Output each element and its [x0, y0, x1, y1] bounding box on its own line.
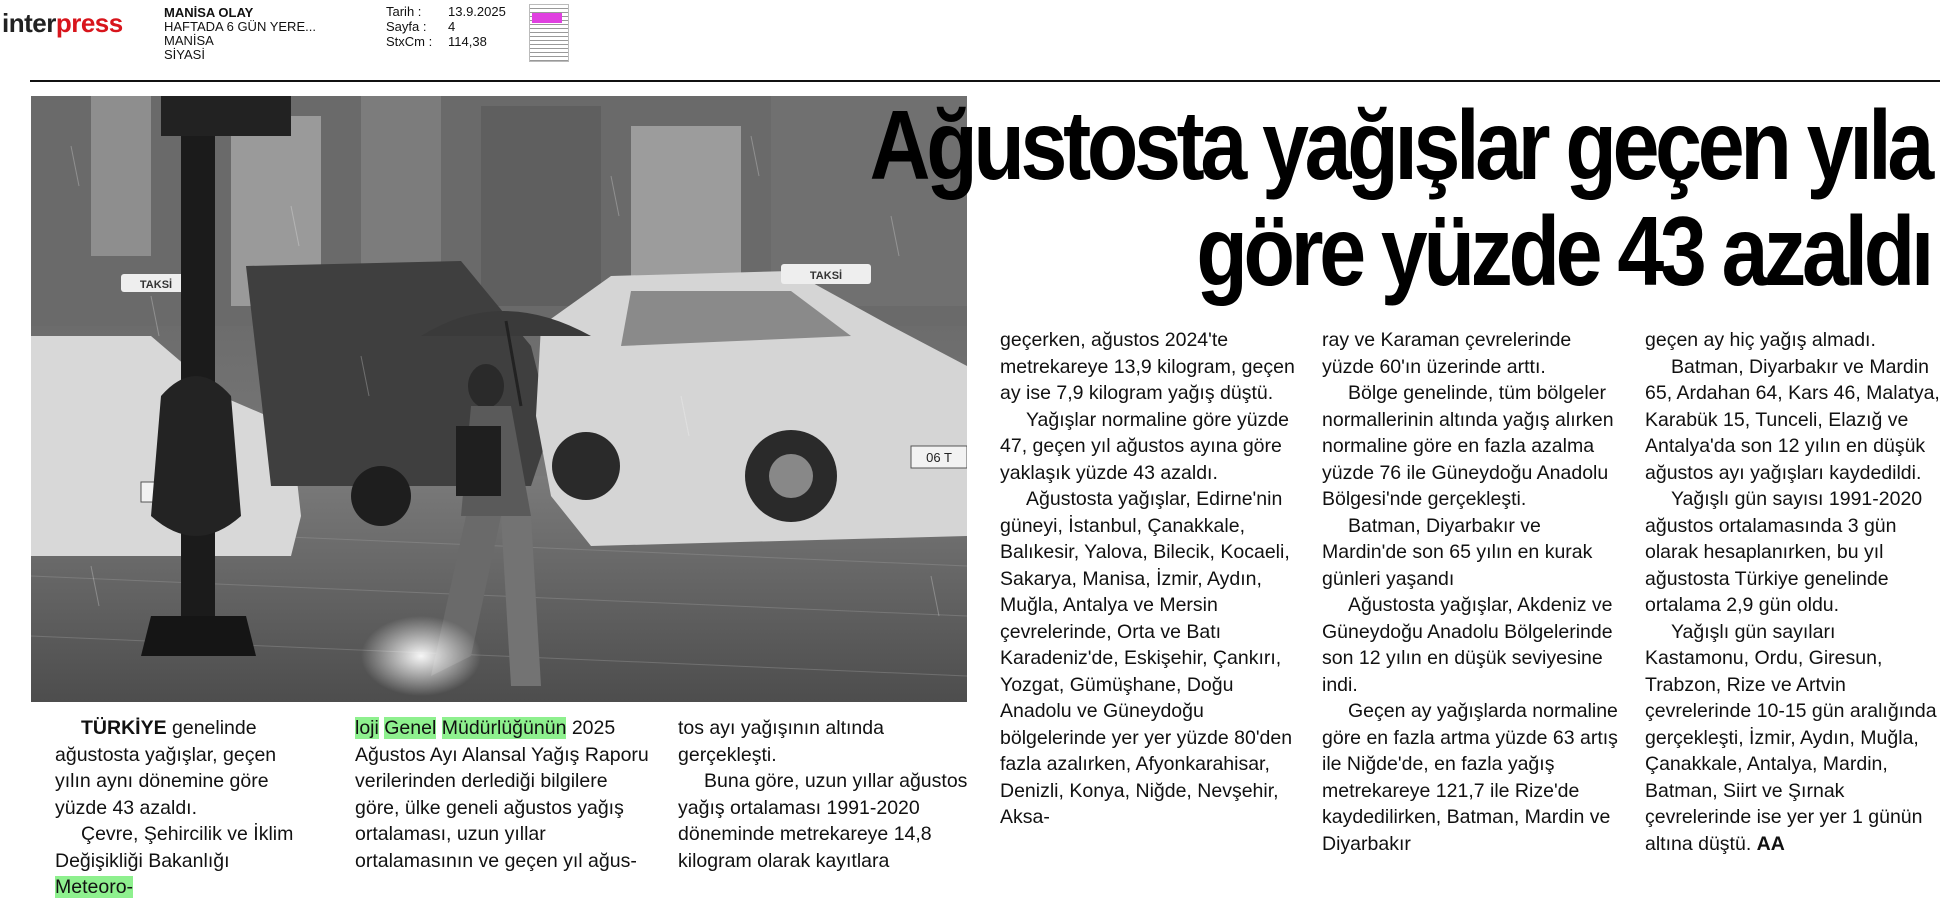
- c6-paragraph-3: Yağışlı gün sayısı 1991-2020 ağustos ortalamasında 3 gün olarak hesaplanırken, bu yıl ağustosta Türkiye genelinde ortalama 2,9 gün oldu.: [1645, 488, 1923, 616]
- article-column-6: [1645, 327, 1940, 857]
- agency-signature: AA: [1756, 832, 1785, 855]
- c5-paragraph-5: Geçen ay yağışlarda normaline göre en fazla artma yüzde 63 artış ile Niğde'de, en fazla yağış metrekareye 121,7 ile Rize'de kaydedilirken, Batman, Mardin ve Diyarbakır: [1322, 700, 1618, 855]
- publication-frequency: HAFTADA 6 GÜN YERE...: [164, 19, 316, 34]
- page-thumbnail[interactable]: [529, 4, 569, 62]
- article-column-5: [1322, 327, 1622, 857]
- c3-paragraph-1: tos ayı yağışının altında gerçekleşti.: [678, 717, 884, 766]
- c4-paragraph-3: Ağustosta yağışlar, Edirne'nin güneyi, İstanbul, Çanakkale, Balıkesir, Yalova, Bilecik, Kocaeli, Sakarya, Manisa, İzmir, Aydın, Muğla, Antalya ve Mersin çevrelerinde, Orta ve Batı Karadeniz'de, Eskişehir, Çankırı, Yozgat, Gümüşhane, Doğu Anadolu ve Güneydoğu bölgelerinde yer yer yüzde 80'den fazla azalırken, Afyonkarahisar, Denizli, Konya, Niğde, Nevşehir, Aksa-: [1000, 488, 1293, 828]
- page-label: Sayfa :: [386, 19, 427, 34]
- taxi-sign-right: TAKSİ: [809, 270, 843, 282]
- header-divider: [30, 80, 1940, 82]
- logo-text-inter: inter: [2, 8, 56, 38]
- stxcm-value: 114,38: [448, 34, 487, 49]
- stxcm-label: StxCm :: [386, 34, 433, 49]
- date-value: 13.9.2025: [448, 4, 506, 19]
- highlight-loji: loji: [355, 717, 379, 739]
- c3-paragraph-2: Buna göre, uzun yıllar ağustos yağış ortalaması 1991-2020 döneminde metrekareye 14,8 kilogram olarak kayıtlara: [678, 770, 968, 872]
- clipping-meta: [386, 4, 506, 49]
- c4-paragraph-1: geçerken, ağustos 2024'te metrekareye 13,9 kilogram, geçen ay ise 7,9 kilogram yağış düştü.: [1000, 329, 1295, 404]
- c6-paragraph-2: Batman, Diyarbakır ve Mardin 65, Ardahan 64, Kars 46, Malatya, Karabük 15, Tunceli, Elazığ ve Antalya'da son 12 yılın en düşük ağustos ayı yağışları kaydedildi.: [1645, 355, 1940, 484]
- c5-paragraph-4: Ağustosta yağışlar, Akdeniz ve Güneydoğu Anadolu Bölgelerinde son 12 yılın en düşük seviyesine indi.: [1322, 594, 1613, 696]
- publication-city: MANİSA: [164, 33, 214, 48]
- logo-text-press: press: [55, 8, 123, 38]
- article-column-1: [55, 715, 305, 901]
- highlight-genel: Genel: [384, 717, 437, 739]
- c2-paragraph-1: 2025 Ağustos Ayı Alansal Yağış Raporu verilerinden derlediği bilgilere göre, ülke geneli ağustos yağış ortalaması, uzun yıllar ortalamasının ve geçen yıl ağus-: [355, 717, 649, 872]
- plate-right: 06 T: [926, 450, 952, 465]
- lead-word: TÜRKİYE: [81, 717, 167, 739]
- c6-paragraph-4: Yağışlı gün sayıları Kastamonu, Ordu, Giresun, Trabzon, Rize ve Artvin çevrelerinde 10-15 gün aralığında gerçekleşti, İzmir, Aydın, Muğla, Çanakkale, Antalya, Mardin, Batman, Siirt ve Şırnak çevrelerinde ise yer yer 1 günün altına düştü.: [1645, 620, 1937, 855]
- article-headline: [778, 92, 1930, 304]
- headline-line-2: göre yüzde 43 azaldı: [1196, 196, 1930, 306]
- c1-paragraph-1: genelinde ağustosta yağışlar, geçen yılın aynı dönemine göre yüzde 43 azaldı.: [55, 717, 277, 819]
- publication-info: [164, 6, 316, 62]
- interpress-logo: [2, 8, 123, 39]
- article-column-3: [678, 715, 968, 874]
- article-column-4: [1000, 327, 1300, 831]
- publication-section: SİYASİ: [164, 47, 205, 62]
- highlight-meteoro: Meteoro-: [55, 876, 134, 898]
- c1-paragraph-2: Çevre, Şehircilik ve İklim Değişikliği Bakanlığı: [55, 823, 294, 872]
- taxi-sign-left: TAKSİ: [139, 279, 173, 291]
- article-column-2: [355, 715, 655, 874]
- highlight-mudurlugu: Müdürlüğünün: [441, 717, 567, 739]
- publication-name: MANİSA OLAY: [164, 5, 254, 20]
- c5-paragraph-2: Bölge genelinde, tüm bölgeler normallerinin altında yağış alırken normaline göre en fazla azalma yüzde 76 ile Güneydoğu Anadolu Bölgesi'nde gerçekleşti.: [1322, 382, 1614, 510]
- c4-paragraph-2: Yağışlar normaline göre yüzde 47, geçen yıl ağustos ayına göre yaklaşık yüzde 43 azaldı.: [1000, 408, 1290, 484]
- c5-paragraph-1: ray ve Karaman çevrelerinde yüzde 60'ın üzerinde arttı.: [1322, 329, 1572, 378]
- headline-line-1: Ağustosta yağışlar geçen yıla: [869, 90, 1930, 200]
- c6-paragraph-1: geçen ay hiç yağış almadı.: [1645, 329, 1876, 351]
- page-value: 4: [448, 19, 456, 34]
- date-label: Tarih :: [386, 4, 422, 19]
- c5-paragraph-3: Batman, Diyarbakır ve Mardin'de son 65 yılın en kurak günleri yaşandı: [1322, 514, 1593, 590]
